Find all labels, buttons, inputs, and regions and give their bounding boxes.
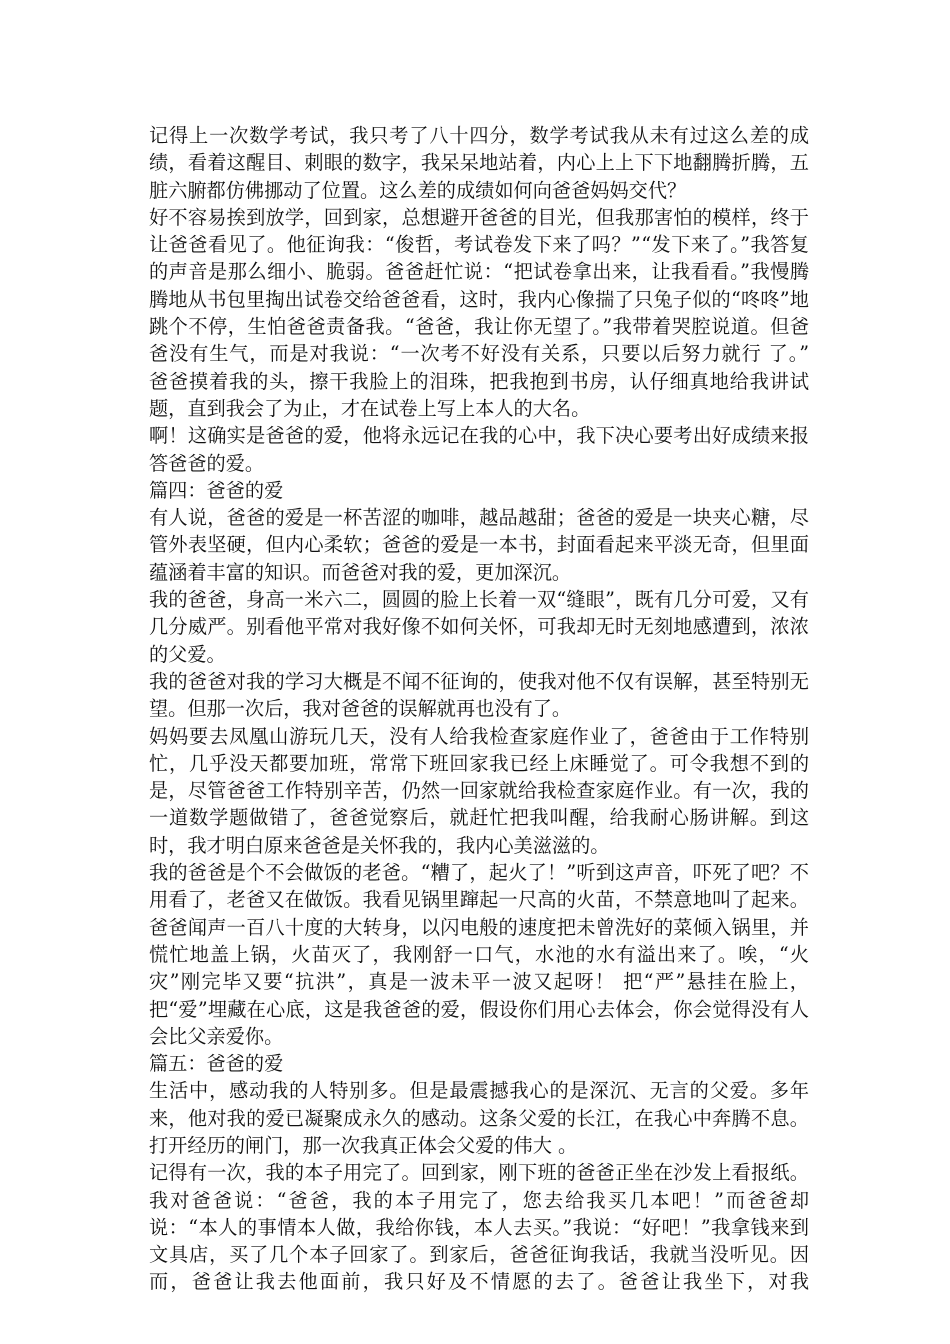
text-line: 生活中，感动我的人特别多。但是最震撼我心的是深沉、无言的父爱。多年: [149, 1079, 810, 1103]
document-body: [149, 122, 812, 1296]
text-line: 篇五：爸爸的爱: [149, 1052, 284, 1076]
text-line: 一道数学题做错了，爸爸觉察后，就赶忙把我叫醒，给我耐心肠讲解。到这: [149, 806, 810, 830]
text-line: 文具店，买了几个本子回家了。到家后，爸爸征询我话，我就当没听见。因: [149, 1243, 810, 1267]
text-line: 题，直到我会了为止，才在试卷上写上本人的大名。: [149, 396, 591, 420]
text-line: 妈妈要去凤凰山游玩几天，没有人给我检查家庭作业了，爸爸由于工作特别: [149, 724, 810, 748]
text-line: 蕴涵着丰富的知识。而爸爸对我的爱，更加深沉。: [149, 560, 572, 584]
text-line: 会比父亲爱你。: [149, 1024, 284, 1048]
text-line: 啊！这确实是爸爸的爱，他将永远记在我的心中，我下决心要考出好成绩来报: [149, 424, 810, 448]
text-line: 有人说，爸爸的爱是一杯苦涩的咖啡，越品越甜；爸爸的爱是一块夹心糖，尽: [149, 506, 810, 530]
text-line: 的父爱。: [149, 642, 226, 666]
text-line: 用看了，老爸又在做饭。我看见锅里蹿起一尺高的火苗，不禁意地叫了起来。: [149, 888, 810, 912]
text-line: 爸爸闻声一百八十度的大转身，以闪电般的速度把未曾洗好的菜倾入锅里，并: [149, 915, 810, 939]
text-line: 灾”刚完毕又要“抗洪”，真是一波未平一波又起呀！ 把“严”悬挂在脸上，: [149, 970, 811, 994]
text-line: 绩，看着这醒目、刺眼的数字，我呆呆地站着，内心上上下下地翻腾折腾，五: [149, 151, 810, 175]
text-line: 记得上一次数学考试，我只考了八十四分，数学考试我从未有过这么差的成: [149, 124, 810, 147]
text-line: 我的爸爸，身高一米六二，圆圆的脸上长着一双“缝眼”，既有几分可爱，又有: [149, 588, 810, 612]
text-line: 几分威严。别看他平常对我好像不如何关怀，可我却无时无刻地感遭到，浓浓: [149, 615, 810, 639]
text-line: 我对爸爸说：“爸爸，我的本子用完了，您去给我买几本吧！”而爸爸却: [149, 1188, 812, 1212]
text-line: 好不容易挨到放学，回到家，总想避开爸爸的目光，但我那害怕的模样，终于: [149, 205, 810, 229]
text-line: 脏六腑都仿佛挪动了位置。这么差的成绩如何向爸爸妈妈交代？: [149, 178, 687, 202]
text-line: 慌忙地盖上锅，火苗灭了，我刚舒一口气，水池的水有溢出来了。唉，“火: [149, 942, 811, 966]
text-line: 腾地从书包里掏出试卷交给爸爸看，这时，我内心像揣了只兔子似的“咚咚”地: [149, 287, 810, 311]
text-line: 时，我才明白原来爸爸是关怀我的，我内心美滋滋的。: [149, 833, 610, 857]
text-line: 把“爱”埋藏在心底，这是我爸爸的爱，假设你们用心去体会，你会觉得没有人: [149, 997, 810, 1021]
text-line: 答爸爸的爱。: [149, 451, 265, 475]
text-line: 打开经历的闸门，那一次我真正体会父爱的伟大 。: [149, 1133, 578, 1157]
text-line: 爸爸摸着我的头，擦干我脸上的泪珠，把我抱到书房，认仔细真地给我讲试: [149, 369, 810, 393]
text-line: 来，他对我的爱已凝聚成永久的感动。这条父爱的长江，在我心中奔腾不息。: [149, 1106, 810, 1130]
text-line: 说：“本人的事情本人做，我给你钱，本人去买。”我说：“好吧！”我拿钱来到: [149, 1215, 810, 1239]
text-line: 爸没有生气，而是对我说：“一次考不好没有关系，只要以后努力就行 了。”: [149, 342, 810, 366]
text-line: 望。但那一次后，我对爸爸的误解就再也没有了。: [149, 697, 572, 721]
text-line: 是，尽管爸爸工作特别辛苦，仍然一回家就给我检查家庭作业。有一次，我的: [149, 779, 810, 803]
text-line: 跳个不停，生怕爸爸责备我。“爸爸，我让你无望了。”我带着哭腔说道。但爸: [149, 315, 810, 339]
text-line: 的声音是那么细小、脆弱。爸爸赶忙说：“把试卷拿出来，让我看看。”我慢腾: [149, 260, 810, 284]
text-line: 篇四：爸爸的爱: [149, 478, 284, 502]
text-line: 我的爸爸是个不会做饭的老爸。“糟了，起火了！”听到这声音，吓死了吧？不: [149, 861, 810, 885]
text-line: 让爸爸看见了。他征询我：“俊哲，考试卷发下来了吗？”“发下来了。”我答复: [149, 233, 810, 257]
text-line: 管外表坚硬，但内心柔软；爸爸的爱是一本书，封面看起来平淡无奇，但里面: [149, 533, 810, 557]
text-line: 而，爸爸让我去他面前，我只好及不情愿的去了。爸爸让我坐下，对我: [149, 1270, 812, 1294]
text-line: 我的爸爸对我的学习大概是不闻不征询的，使我对他不仅有误解，甚至特别无: [149, 669, 810, 693]
text-line: 记得有一次，我的本子用完了。回到家，刚下班的爸爸正坐在沙发上看报纸。: [149, 1161, 810, 1185]
text-line: 忙，几乎没天都要加班，常常下班回家我已经上床睡觉了。可令我想不到的: [149, 751, 810, 775]
